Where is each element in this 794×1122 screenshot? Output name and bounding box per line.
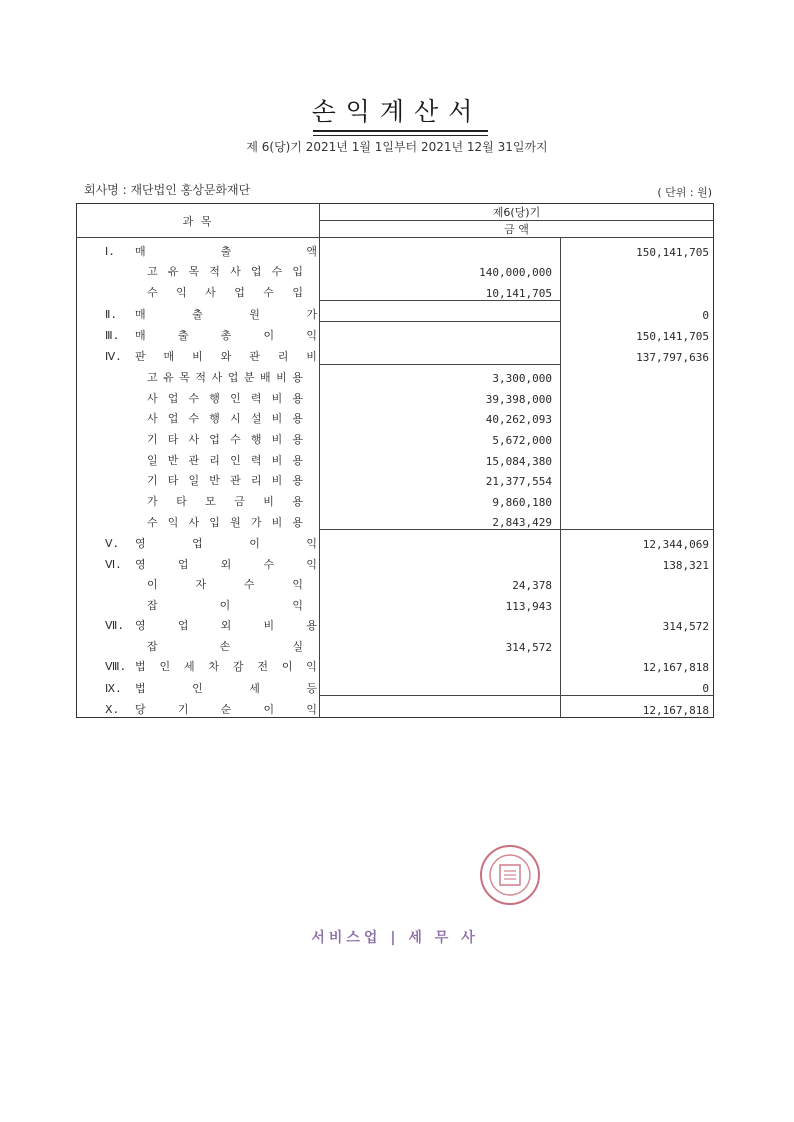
total-amount (561, 406, 714, 427)
statement-sub-row (77, 406, 714, 427)
account-label: 매 출 총 이 익 (135, 328, 317, 342)
detail-amount: 140,000,000 (320, 259, 561, 280)
detail-amount (320, 674, 561, 695)
official-seal-icon (478, 843, 542, 907)
account-cell (77, 468, 320, 489)
account-label: 당 기 순 이 익 (135, 702, 317, 716)
header-account: 과 목 (77, 204, 320, 238)
account-cell (77, 509, 320, 530)
account-label: 잡 손 실 (147, 639, 303, 653)
total-amount (561, 259, 714, 280)
detail-amount (320, 654, 561, 675)
account-label: 기 타 사 업 수 행 비 용 (147, 432, 303, 446)
total-amount (561, 279, 714, 300)
statement-main-row (77, 530, 714, 551)
account-cell (77, 406, 320, 427)
account-label: 영 업 외 비 용 (135, 619, 317, 633)
statement-sub-row (77, 592, 714, 613)
statement-main-row (77, 696, 714, 718)
total-amount (561, 488, 714, 509)
header-period: 제6(당)기 (320, 204, 714, 221)
account-cell (77, 447, 320, 468)
account-cell (77, 238, 320, 259)
statement-sub-row (77, 509, 714, 530)
statement-sub-row (77, 279, 714, 300)
statement-sub-row (77, 633, 714, 654)
account-cell (77, 322, 320, 343)
account-label: 수 익 사 업 수 입 (147, 286, 303, 300)
account-cell (77, 592, 320, 613)
detail-amount: 9,860,180 (320, 488, 561, 509)
total-amount: 12,167,818 (642, 661, 709, 675)
detail-amount: 5,672,000 (320, 426, 561, 447)
account-cell (77, 426, 320, 447)
statement-main-row (77, 238, 714, 259)
total-amount: 314,572 (662, 620, 709, 634)
account-label: 영 업 이 익 (135, 536, 317, 550)
account-cell (77, 364, 320, 385)
total-amount (561, 509, 714, 530)
total-amount: 150,141,705 (636, 329, 709, 343)
roman-numeral: Ⅰ. (105, 244, 115, 258)
detail-amount: 113,943 (320, 592, 561, 613)
roman-numeral: Ⅷ. (105, 660, 127, 674)
account-cell (77, 259, 320, 280)
roman-numeral: Ⅵ. (105, 557, 122, 571)
account-label: 매 출 원 가 (135, 307, 317, 321)
roman-numeral: Ⅱ. (105, 307, 118, 321)
detail-amount: 21,377,554 (320, 468, 561, 489)
detail-amount: 10,141,705 (320, 279, 561, 300)
account-label: 판 매 비 와 관 리 비 (135, 350, 317, 364)
roman-numeral: Ⅲ. (105, 328, 120, 342)
detail-amount: 3,300,000 (320, 364, 561, 385)
total-amount: 150,141,705 (636, 245, 709, 259)
statement-main-row (77, 674, 714, 695)
roman-numeral: Ⅶ. (105, 619, 124, 633)
detail-amount: 39,398,000 (320, 385, 561, 406)
statement-sub-row (77, 426, 714, 447)
detail-amount: 15,084,380 (320, 447, 561, 468)
account-cell (77, 633, 320, 654)
statement-main-row (77, 613, 714, 634)
account-label: 기 타 일 반 관 리 비 용 (147, 474, 303, 488)
account-label: 법 인 세 차 감 전 이 익 (135, 660, 317, 674)
detail-amount (320, 238, 561, 259)
roman-numeral: Ⅸ. (105, 681, 122, 695)
header-amount: 금 액 (320, 221, 714, 238)
account-label: 사 업 수 행 시 설 비 용 (147, 412, 303, 426)
company-name: 회사명 : 재단법인 홍상문화재단 (84, 183, 251, 197)
statement-main-row (77, 654, 714, 675)
statement-main-row (77, 551, 714, 572)
tax-accountant-stamp (305, 843, 485, 951)
detail-amount: 314,572 (320, 633, 561, 654)
detail-amount (320, 343, 561, 364)
account-cell (77, 530, 320, 551)
total-amount (561, 572, 714, 593)
detail-amount (320, 322, 561, 343)
account-cell (77, 572, 320, 593)
account-label: 매 출 액 (135, 244, 317, 258)
account-cell (77, 488, 320, 509)
total-amount: 12,344,069 (561, 530, 714, 551)
statement-sub-row (77, 385, 714, 406)
detail-amount (320, 696, 561, 718)
roman-numeral: Ⅳ. (105, 350, 122, 364)
total-amount (561, 364, 714, 385)
account-cell (77, 279, 320, 300)
statement-sub-row (77, 488, 714, 509)
total-amount (561, 385, 714, 406)
currency-unit: ( 단위 : 원) (657, 186, 712, 199)
statement-sub-row (77, 259, 714, 280)
detail-amount: 24,378 (320, 572, 561, 593)
total-amount: 138,321 (662, 558, 709, 572)
total-amount (561, 426, 714, 447)
statement-sub-row (77, 468, 714, 489)
statement-sub-row (77, 364, 714, 385)
detail-amount (320, 613, 561, 634)
income-statement-table (76, 203, 714, 718)
statement-sub-row (77, 572, 714, 593)
account-label: 법 인 세 등 (135, 681, 317, 695)
account-cell (77, 696, 320, 718)
fiscal-period: 제 6(당)기 2021년 1월 1일부터 2021년 12월 31일까지 (246, 140, 548, 154)
account-label: 이 자 수 익 (147, 578, 303, 592)
title-underline (313, 130, 488, 136)
statement-main-row (77, 300, 714, 322)
total-amount (561, 468, 714, 489)
account-cell (77, 300, 320, 322)
account-cell (77, 654, 320, 675)
statement-main-row (77, 343, 714, 364)
detail-amount (320, 300, 561, 322)
account-label: 사 업 수 행 인 력 비 용 (147, 391, 303, 405)
total-amount (561, 447, 714, 468)
statement-sub-row (77, 447, 714, 468)
document-title: 손익계산서 (311, 97, 483, 126)
total-amount: 137,797,636 (636, 351, 709, 365)
detail-amount: 40,262,093 (320, 406, 561, 427)
account-label: 가 타 모 금 비 용 (147, 494, 303, 508)
roman-numeral: Ⅴ. (105, 536, 120, 550)
account-label: 잡 이 익 (147, 598, 303, 612)
total-amount: 0 (702, 682, 709, 696)
account-cell (77, 343, 320, 364)
statement-main-row (77, 322, 714, 343)
roman-numeral: Ⅹ. (105, 702, 120, 716)
detail-amount (320, 551, 561, 572)
detail-amount: 2,843,429 (320, 509, 561, 530)
account-cell (77, 551, 320, 572)
account-label: 고 유 목 적 사 업 분 배 비 용 (147, 371, 303, 385)
total-amount (561, 592, 714, 613)
account-cell (77, 613, 320, 634)
total-amount (561, 633, 714, 654)
account-label: 고 유 목 적 사 업 수 입 (147, 265, 303, 279)
total-amount: 12,167,818 (561, 696, 714, 718)
stamp-text: 서비스업 | 세 무 사 (311, 930, 479, 946)
table-header-row (77, 204, 714, 221)
account-cell (77, 385, 320, 406)
detail-amount (320, 530, 561, 551)
total-amount: 0 (702, 308, 709, 322)
account-cell (77, 674, 320, 695)
account-label: 일 반 관 리 인 력 비 용 (147, 453, 303, 467)
account-label: 영 업 외 수 익 (135, 557, 317, 571)
account-label: 수 익 사 입 원 가 비 용 (147, 515, 303, 529)
